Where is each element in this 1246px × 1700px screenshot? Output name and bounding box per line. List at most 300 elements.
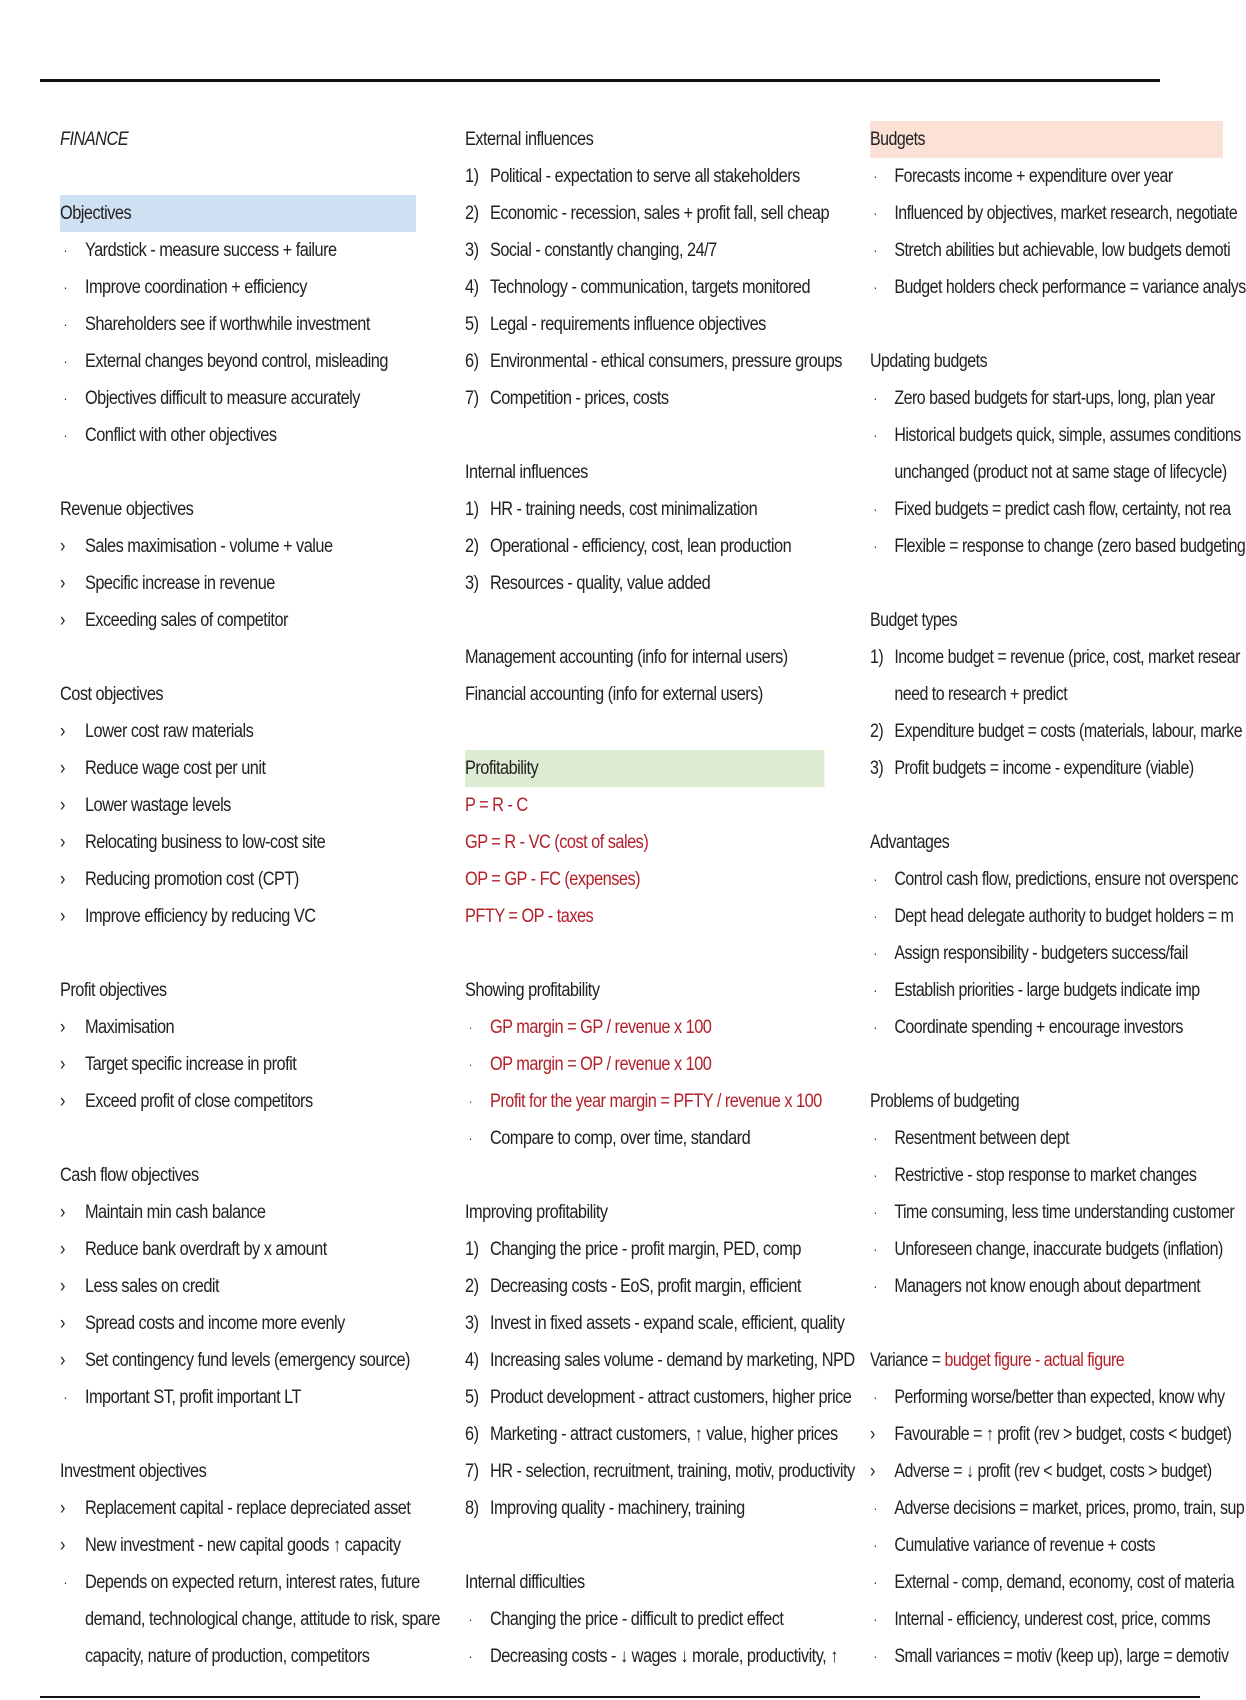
heading-text: Cash flow objectives [60,1165,199,1186]
list-item-text: Sales maximisation - volume + value [84,536,333,557]
list-item [465,1490,775,1527]
column-2 [465,121,855,1675]
bullet-icon: · [873,1241,877,1257]
section-heading-updating-budgets [870,343,1147,380]
list-item-text: Depends on expected return, interest rates, future [84,1572,420,1593]
arrow-bullet-icon: › [60,869,65,890]
formula-line: P = R - C [465,795,528,816]
bullet-icon: · [468,1611,472,1627]
section-heading-finance [60,121,366,158]
arrow-bullet-icon: › [60,1350,65,1371]
list-item-text: Performing worse/better than expected, know why [894,1387,1225,1408]
section-heading-objectives [60,195,416,232]
bullet-icon: · [873,205,877,221]
heading-text: Budget types [870,610,958,631]
list-item-text: Exceeding sales of competitor [84,610,288,631]
list-number: 5) [465,314,479,335]
list-item-text: Historical budgets quick, simple, assumes conditions [894,425,1241,446]
heading-text: Budgets [870,129,926,150]
list-item [465,1601,784,1638]
arrow-bullet-icon: › [60,1054,65,1075]
list-item [60,232,366,269]
list-item-text: Improving quality - machinery, training [489,1498,745,1519]
arrow-bullet-icon: › [60,795,65,816]
list-item [870,1601,1211,1638]
list-item [465,1416,838,1453]
list-item [870,639,1240,676]
spacer [465,602,825,639]
list-item [60,713,366,750]
list-item-text: Legal - requirements influence objectives [489,314,766,335]
heading-text: Problems of budgeting [870,1091,1020,1112]
list-number: 1) [870,647,884,668]
section-heading-profit-objectives [60,972,366,1009]
heading-text: Profitability [465,758,539,779]
list-item [60,1268,366,1305]
list-item [465,1231,801,1268]
spacer [465,935,825,972]
list-item-text: Maintain min cash balance [84,1202,266,1223]
list-number: 2) [870,721,884,742]
list-item-text: Lower cost raw materials [84,721,254,742]
list-item [870,1564,1234,1601]
list-item [60,1046,366,1083]
bullet-icon: · [873,242,877,258]
list-item [60,565,366,602]
list-item-text: Stretch abilities but achievable, low budgets demoti [894,240,1231,261]
heading-text: Internal influences [465,462,588,483]
list-item-text: Shareholders see if worthwhile investment [84,314,370,335]
list-number: 7) [465,1461,479,1482]
list-item [870,713,1243,750]
list-item [870,1120,1147,1157]
list-item-text: Restrictive - stop response to market changes [894,1165,1197,1186]
list-item-text: Profit for the year margin = PFTY / revenue x 100 [489,1091,822,1112]
heading-text: External influences [465,129,594,150]
section-heading-budget-types [870,602,1147,639]
list-item [870,269,1246,306]
bullet-icon: · [63,316,67,332]
list-item [60,824,366,861]
list-item [60,1490,411,1527]
list-item [465,158,800,195]
list-item [870,1268,1201,1305]
column-1 [60,121,441,1675]
heading-text: Revenue objectives [60,499,194,520]
spacer [870,787,1200,824]
spacer [870,1046,1200,1083]
bullet-icon: · [873,1204,877,1220]
list-item [60,306,370,343]
list-item [60,898,366,935]
bullet-icon: · [873,501,877,517]
bullet-icon: · [63,242,67,258]
section-heading-investment-objectives [60,1453,366,1490]
list-number: 5) [465,1387,479,1408]
list-item [870,898,1234,935]
list-item-text: Zero based budgets for start-ups, long, plan year [894,388,1215,409]
bullet-icon: · [873,1019,877,1035]
formula-line: OP = GP - FC (expenses) [465,869,641,890]
spacer [60,1416,416,1453]
section-heading-problems-of-budgeting [870,1083,1147,1120]
arrow-bullet-icon: › [60,1017,65,1038]
bullet-icon: · [873,908,877,924]
section-heading-external-influences [465,121,775,158]
list-item-text: Economic - recession, sales + profit fall, sell cheap [489,203,830,224]
list-number: 1) [465,1239,479,1260]
spacer [870,306,1200,343]
heading-text: Advantages [870,832,950,853]
bullet-icon: · [873,1648,877,1664]
list-item-text: Control cash flow, predictions, ensure not overspenc [894,869,1239,890]
spacer [465,713,825,750]
list-number: 1) [465,166,479,187]
list-item [60,787,366,824]
list-item [870,417,1241,454]
arrow-bullet-icon: › [60,1313,65,1334]
list-item-text: Improve coordination + efficiency [84,277,307,298]
list-item [870,972,1200,1009]
list-item-text: External changes beyond control, misleading [84,351,388,372]
list-item [465,232,775,269]
list-item-text: Target specific increase in profit [84,1054,297,1075]
list-item-text: Set contingency fund levels (emergency source) [84,1350,410,1371]
section-heading-internal-influences [465,454,775,491]
heading-text: Profit objectives [60,980,167,1001]
bullet-icon: · [873,538,877,554]
list-item-text: Compare to comp, over time, standard [489,1128,751,1149]
list-item-text: Establish priorities - large budgets indicate imp [894,980,1200,1001]
heading-text: Financial accounting (info for external users) [465,684,763,705]
arrow-bullet-icon: › [60,536,65,557]
bullet-icon: · [468,1056,472,1072]
list-item [465,528,792,565]
list-item-continuation: demand, technological change, attitude to risk, spare [84,1609,441,1630]
list-item-text: Time consuming, less time understanding customer [894,1202,1235,1223]
heading-text: Objectives [60,203,132,224]
list-item-text: Income budget = revenue (price, cost, market resear [894,647,1240,668]
section-heading-variance-budget-figure-actual-figure [870,1342,1147,1379]
list-number: 2) [465,536,479,557]
arrow-bullet-icon: › [60,573,65,594]
bullet-icon: · [63,1389,67,1405]
bullet-icon: · [468,1648,472,1664]
spacer [465,1157,825,1194]
list-item-text: Reducing promotion cost (CPT) [84,869,299,890]
list-item-text: Adverse = ↓ profit (rev < budget, costs > budget) [894,1461,1212,1482]
section-heading-management-accounting-info-for-internal- [465,639,788,676]
list-item-text: Coordinate spending + encourage investors [894,1017,1183,1038]
list-item [60,1564,420,1601]
list-item [60,602,366,639]
list-item [870,1157,1197,1194]
heading-text: FINANCE [60,129,129,150]
arrow-bullet-icon: › [60,1239,65,1260]
list-item [870,1490,1245,1527]
list-item [465,1046,775,1083]
list-item [465,1453,855,1490]
list-item [870,1527,1156,1564]
arrow-bullet-icon: › [60,832,65,853]
list-item-text: HR - training needs, cost minimalization [489,499,758,520]
heading-text: Variance = [870,1350,945,1371]
list-item-text: Changing the price - profit margin, PED, comp [489,1239,801,1260]
list-number: 6) [465,351,479,372]
section-heading-profitability [465,750,824,787]
list-item [60,1305,366,1342]
bullet-icon: · [63,1574,67,1590]
list-item-text: Decreasing costs - ↓ wages ↓ morale, productivity, ↑ [489,1646,838,1667]
list-item [60,750,366,787]
list-item [60,1379,366,1416]
spacer [60,158,416,195]
list-number: 3) [465,573,479,594]
list-item-text: Favourable = ↑ profit (rev > budget, costs < budget) [894,1424,1232,1445]
list-item [870,195,1238,232]
list-item-text: Improve efficiency by reducing VC [84,906,316,927]
list-item-text: Political - expectation to serve all stakeholders [489,166,800,187]
list-number: 3) [465,240,479,261]
list-item [465,1120,775,1157]
bullet-icon: · [873,427,877,443]
list-item-text: Expenditure budget = costs (materials, labour, marke [894,721,1243,742]
list-item [60,343,388,380]
heading-text: Improving profitability [465,1202,608,1223]
bullet-icon: · [873,279,877,295]
arrow-bullet-icon: › [60,721,65,742]
list-item [870,491,1231,528]
list-item-text: Social - constantly changing, 24/7 [489,240,717,261]
list-item-text: Less sales on credit [84,1276,220,1297]
list-item [465,565,775,602]
list-item-text: Assign responsibility - budgeters success/fail [894,943,1188,964]
bullet-icon: · [873,168,877,184]
list-item [870,750,1194,787]
list-item [60,528,366,565]
list-item-text: GP margin = GP / revenue x 100 [489,1017,712,1038]
list-item [60,417,366,454]
list-item [870,861,1239,898]
list-item-text: Dept head delegate authority to budget holders = m [894,906,1234,927]
list-item [60,269,366,306]
spacer [60,935,416,972]
list-item-text: Cumulative variance of revenue + costs [894,1535,1156,1556]
list-item [870,158,1173,195]
list-item [870,935,1188,972]
list-item [465,1083,822,1120]
list-item [870,232,1231,269]
list-item [465,306,775,343]
list-item-text: Objectives difficult to measure accurately [84,388,360,409]
list-item-text: Lower wastage levels [84,795,231,816]
column-3 [870,121,1246,1675]
list-item-text: Managers not know enough about department [894,1276,1201,1297]
list-item-text: Product development - attract customers, higher price [489,1387,852,1408]
list-item-text: Important ST, profit important LT [84,1387,302,1408]
list-item-text: Yardstick - measure success + failure [84,240,337,261]
bullet-icon: · [63,427,67,443]
bullet-icon: · [873,945,877,961]
list-item-text: External - comp, demand, economy, cost of materia [894,1572,1234,1593]
arrow-bullet-icon: › [60,1276,65,1297]
list-item-text: New investment - new capital goods ↑ capacity [84,1535,401,1556]
heading-red-text: budget figure - actual figure [944,1350,1125,1371]
top-rule [40,79,1160,82]
bullet-icon: · [873,1611,877,1627]
list-item-text: Specific increase in revenue [84,573,275,594]
list-item [60,861,366,898]
list-item-text: Technology - communication, targets monitored [489,277,811,298]
list-item-text: Reduce bank overdraft by x amount [84,1239,327,1260]
list-item-text: Spread costs and income more evenly [84,1313,345,1334]
spacer [60,639,416,676]
list-number: 7) [465,388,479,409]
list-item-text: Forecasts income + expenditure over year [894,166,1173,187]
list-item-text: Marketing - attract customers, ↑ value, higher prices [489,1424,838,1445]
list-item-text: Increasing sales volume - demand by marketing, NPD [489,1350,855,1371]
list-item-text: Changing the price - difficult to predict effect [489,1609,784,1630]
list-item [60,380,366,417]
list-item-text: Replacement capital - replace depreciated asset [84,1498,411,1519]
bottom-rule [40,1696,1200,1698]
arrow-bullet-icon: › [60,1498,65,1519]
list-item-text: Budget holders check performance = variance analys [894,277,1246,298]
list-item [60,1009,366,1046]
list-item-continuation: need to research + predict [894,684,1068,705]
list-item [60,1231,366,1268]
arrow-bullet-icon: › [60,758,65,779]
heading-text: Showing profitability [465,980,600,1001]
list-item-text: Resources - quality, value added [489,573,711,594]
list-item [465,269,811,306]
section-heading-cash-flow-objectives [60,1157,366,1194]
list-item-continuation: capacity, nature of production, competitors [84,1646,370,1667]
list-item [465,1268,801,1305]
list-item-text: Reduce wage cost per unit [84,758,266,779]
heading-text: Updating budgets [870,351,988,372]
bullet-icon: · [468,1130,472,1146]
list-item [870,1194,1235,1231]
bullet-icon: · [63,390,67,406]
list-item-text: Environmental - ethical consumers, pressure groups [489,351,842,372]
spacer [60,454,416,491]
list-item [465,1342,855,1379]
list-item [60,1083,366,1120]
list-number: 4) [465,1350,479,1371]
list-number: 3) [870,758,884,779]
list-item [870,380,1215,417]
formula-line: PFTY = OP - taxes [465,906,594,927]
bullet-icon: · [468,1093,472,1109]
section-heading-showing-profitability [465,972,775,1009]
list-item [870,528,1246,565]
list-item-text: Exceed profit of close competitors [84,1091,313,1112]
list-item [870,1638,1229,1675]
spacer [465,1527,825,1564]
list-item [60,1527,401,1564]
bullet-icon: · [873,982,877,998]
list-item-text: Operational - efficiency, cost, lean production [489,536,792,557]
arrow-bullet-icon: › [870,1461,875,1482]
list-item [465,1009,775,1046]
list-item-text: Decreasing costs - EoS, profit margin, efficient [489,1276,801,1297]
section-heading-revenue-objectives [60,491,366,528]
list-number: 2) [465,203,479,224]
spacer [465,417,825,454]
list-item-text: Competition - prices, costs [489,388,669,409]
list-item-text: Conflict with other objectives [84,425,277,446]
list-item [465,195,830,232]
bullet-icon: · [873,1278,877,1294]
list-number: 8) [465,1498,479,1519]
list-number: 3) [465,1313,479,1334]
bullet-icon: · [873,1574,877,1590]
spacer [60,1120,416,1157]
bullet-icon: · [468,1019,472,1035]
list-item-text: Resentment between dept [894,1128,1070,1149]
list-item [465,380,775,417]
list-item-text: Unforeseen change, inaccurate budgets (inflation) [894,1239,1223,1260]
list-item-text: Maximisation [84,1017,175,1038]
bullet-icon: · [873,1500,877,1516]
list-item-continuation: unchanged (product not at same stage of lifecycle) [894,462,1227,483]
bullet-icon: · [873,1130,877,1146]
list-item-text: OP margin = OP / revenue x 100 [489,1054,712,1075]
section-heading-budgets [870,121,1223,158]
bullet-icon: · [873,1389,877,1405]
list-item [465,491,775,528]
bullet-icon: · [873,1167,877,1183]
arrow-bullet-icon: › [60,906,65,927]
arrow-bullet-icon: › [870,1424,875,1445]
section-heading-financial-accounting-info-for-external-u [465,676,775,713]
list-item-text: Fixed budgets = predict cash flow, certainty, not rea [894,499,1231,520]
list-item-text: Flexible = response to change (zero based budgeting [894,536,1246,557]
list-item [870,1379,1225,1416]
list-item [60,1342,410,1379]
spacer [870,1305,1200,1342]
list-number: 2) [465,1276,479,1297]
list-item-text: Profit budgets = income - expenditure (viable) [894,758,1194,779]
list-item-text: Internal - efficiency, underest cost, price, comms [894,1609,1211,1630]
section-heading-cost-objectives [60,676,366,713]
bullet-icon: · [873,390,877,406]
list-item-text: Relocating business to low-cost site [84,832,326,853]
list-item [870,1009,1183,1046]
list-item-text: Small variances = motiv (keep up), large = demotiv [894,1646,1229,1667]
list-item-text: Influenced by objectives, market research, negotiate [894,203,1238,224]
list-item [465,1638,838,1675]
list-item-text: Invest in fixed assets - expand scale, efficient, quality [489,1313,845,1334]
bullet-icon: · [873,1537,877,1553]
list-item [465,343,842,380]
list-item [870,1453,1212,1490]
list-item-text: HR - selection, recruitment, training, motiv, productivity [489,1461,855,1482]
list-item [60,1194,366,1231]
list-item [870,1231,1223,1268]
spacer [870,565,1200,602]
list-item [465,1379,852,1416]
bullet-icon: · [63,353,67,369]
heading-text: Internal difficulties [465,1572,585,1593]
list-item [870,1416,1232,1453]
list-number: 6) [465,1424,479,1445]
arrow-bullet-icon: › [60,1535,65,1556]
heading-text: Management accounting (info for internal users) [465,647,788,668]
arrow-bullet-icon: › [60,1202,65,1223]
list-item [465,1305,845,1342]
